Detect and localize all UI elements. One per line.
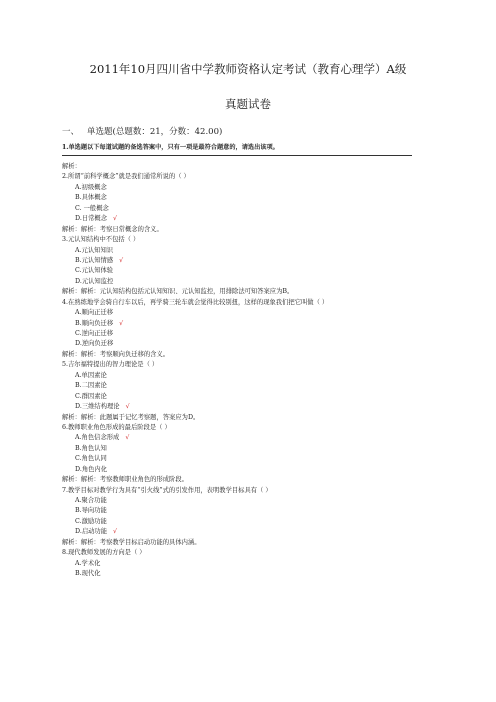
option-text: C.元认知体验	[75, 267, 114, 275]
answer-analysis: 解析：解析：元认知结构包括元认知知识、元认知监控，用排除法可知答案应为B。	[62, 288, 294, 296]
answer-analysis: 解析：解析：考察顺向负迁移的含义。	[62, 350, 170, 358]
answer-option	[62, 392, 422, 402]
question-stem: 2.所谓“前科学概念”就是我们通常所说的（ ）	[62, 173, 190, 181]
answer-option	[62, 433, 422, 443]
correct-check-icon: √	[119, 319, 124, 327]
answer-analysis: 解析：解析：考察日常概念的含义。	[62, 225, 163, 233]
question-stem: 5.吉尔福特提出的智力理论是（ ）	[62, 361, 159, 369]
option-text: D.逆向负迁移	[75, 340, 114, 348]
answer-option	[62, 266, 422, 276]
answer-option	[62, 506, 422, 516]
option-text: B.二因素论	[75, 382, 107, 390]
answer-analysis: 解析：解析：考察教学目标启动功能的具体内涵。	[62, 538, 201, 546]
answer-option	[62, 183, 422, 193]
correct-check-icon: √	[125, 403, 130, 411]
question-stem: 6.教师职业角色形成的最后阶段是（ ）	[62, 423, 171, 431]
section-text: 单选题(总题数：21，分数：42.00)	[87, 127, 223, 137]
option-text: A.单因素论	[75, 371, 107, 379]
answer-option	[62, 569, 422, 579]
answer-analysis: 解析：解析：考察教师职业角色的形成阶段。	[62, 476, 188, 484]
question-stem: 7.教学目标对教学行为具有“引火线”式的引发作用，表明教学目标具有（ ）	[62, 486, 272, 494]
answer-analysis: 解析：解析：此题属于记忆考察题，答案应为D。	[62, 413, 200, 421]
option-text: C.激励功能	[75, 517, 107, 525]
option-text: A.学术化	[75, 559, 101, 567]
option-text: D.元认知监控	[75, 277, 114, 285]
option-text: A.初级概念	[75, 183, 107, 191]
answer-option	[62, 308, 422, 318]
answer-option	[62, 193, 422, 203]
answer-option	[62, 371, 422, 381]
option-text: D.三维结构理论	[75, 403, 120, 411]
option-text: D.角色内化	[75, 465, 108, 473]
correct-check-icon: √	[119, 256, 124, 264]
question-stem: 4.在熟练地学会骑自行车以后，再学骑三轮车就会觉得比较别扭，这样的现象我们把它叫做（ ）	[62, 298, 329, 306]
question-instruction: 1.单选题以下每道试题的备选答案中，只有一项是最符合题意的，请选出该项。	[62, 144, 279, 151]
correct-check-icon: √	[113, 215, 118, 223]
question-stem: 8.现代教师发展的方向是（ ）	[62, 549, 146, 557]
answer-option	[62, 277, 422, 287]
question-stem: 3.元认知结构中不包括（ ）	[62, 236, 140, 244]
option-text: C.逆向正迁移	[75, 330, 114, 337]
document-title-line2: 真题试卷	[225, 97, 271, 111]
answer-option	[62, 454, 422, 464]
answer-option	[62, 319, 422, 329]
answer-option	[62, 559, 422, 569]
option-text: D.日常概念	[75, 215, 108, 223]
answer-option	[62, 517, 422, 527]
option-text: B.顺向负迁移	[75, 319, 114, 327]
section-heading	[62, 125, 230, 137]
answer-option	[62, 256, 422, 266]
option-text: C.角色认同	[75, 455, 107, 463]
option-text: A.顺向正迁移	[75, 309, 114, 317]
answer-option	[62, 339, 422, 349]
answer-option	[62, 246, 422, 256]
answer-option	[62, 381, 422, 391]
answer-option	[62, 402, 422, 412]
option-text: B.导向功能	[75, 507, 107, 515]
option-text: B.元认知情感	[75, 256, 114, 264]
document-title-line1: 2011年10月四川省中学教师资格认定考试（教育心理学）A级	[89, 62, 407, 76]
option-text: A.元认知知识	[75, 246, 114, 254]
correct-check-icon: √	[113, 528, 118, 536]
divider-line	[62, 155, 412, 156]
option-text: B.角色认知	[75, 444, 107, 452]
option-text: C.群因素论	[75, 392, 107, 400]
question-list	[62, 162, 422, 580]
answer-option	[62, 204, 422, 214]
option-text: C. 一般概念	[75, 204, 109, 212]
intro-analysis: 解析：	[62, 163, 81, 170]
answer-option	[62, 496, 422, 506]
answer-option	[62, 214, 422, 224]
option-text: D.启动功能	[75, 528, 108, 536]
option-text: A.聚合功能	[75, 497, 107, 504]
answer-option	[62, 465, 422, 475]
answer-option	[62, 527, 422, 537]
section-number: 一、	[62, 127, 80, 137]
option-text: B.现代化	[75, 570, 101, 578]
correct-check-icon: √	[125, 434, 130, 442]
answer-option	[62, 444, 422, 454]
option-text: A.角色信念形成	[75, 434, 120, 442]
answer-option	[62, 329, 422, 339]
option-text: B.具体概念	[75, 194, 107, 202]
